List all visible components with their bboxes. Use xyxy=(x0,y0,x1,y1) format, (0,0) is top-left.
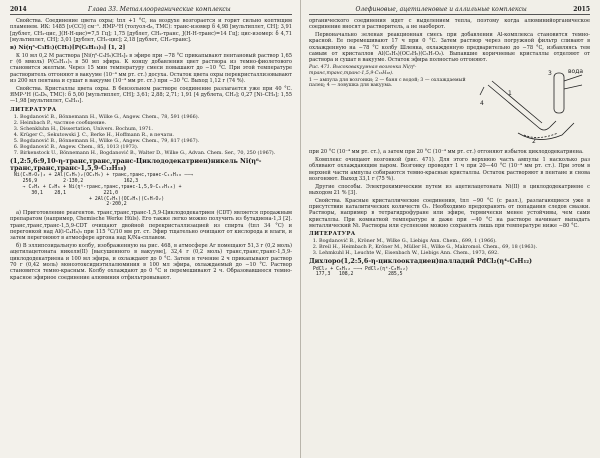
figure-label-water: вода xyxy=(568,68,584,76)
water-surface xyxy=(524,133,558,138)
right-procedure-paragraph: Первоначально зеленая реакционная смесь при добавлении Al-комплекса становится темно-красной. Ее перемешивают 17 ч при 0 °C. Затем раствор через погружной фильтр сливают в охлажденную на −78 °C колбу Шленка, охлажденную предварительно до −78 °C, избавляясь тем самым от кристаллов Al(C₂H₅)(OC₂H₅)(C₅H₇O₂). Выпавшие коричневые кристаллы отделяют от раствора и сушат в вакууме. Остаток эфира полностью отгоняют. xyxy=(309,31,590,64)
reference-item: 3. Lehmkuhl H., Leuchte W., Eisenbach W., Liebigs Ann. Chem., 1973, 692. xyxy=(319,250,590,256)
figure-caption-title: Рис. 471. Высоковакуумная возгонка Ni(η⁶-транс,транс,транс-1,5,9-C₁₂H₁₈). xyxy=(309,65,417,77)
reference-item: 7. Birkenstock U., Bönnemann H., Bogdanović B., Walter D., Wilke G., Advan. Chem. Ser., 70, 250 (1967). xyxy=(20,150,292,156)
left-properties-paragraph: Свойства. Соединение цвета охры; tпл +1 °C, на воздухе возгорается и горит сильно коптящим пламенем. ИК: 1485 [ν(CC)] см⁻¹. ЯМР-¹Н (толуол-d₈, ТМС): транс-изомер δ 4,98 [мультиплет, СН]; 3,91 [дублет, CH₂-цис, J(Н-Н-цис)=7,5 Гц]; 1,75 [дублет, СН₂-транс, J(Н-Н-транс)=14 Гц]; цис-изомер: δ 4,71 [мультиплет, СН]; 3,01 [дублет, СН₂-цис]; 2,18 [дублет, СН₂-транс]. xyxy=(10,18,292,43)
reference-item: 5. Bogdanović B., Bönnemann H., Wilke G., Angew. Chem., 79, 817 (1967). xyxy=(20,138,292,144)
left-reference-list xyxy=(10,114,292,156)
figure-label-4: 4 xyxy=(480,100,484,108)
left-reagents-paragraph: а) Приготовление реагентов. транс,транс,транс-1,5,9-Циклододекатриен (CDT) является продажным препаратом (например, Chemische Werke Hüls). Его также легко можно получить из бутадиена-1,3 [2]. транс,транс,транс-1,5,9-CDT очищают двойной перекристаллизацией из спирта (tпл 34 °C) и перегонкой над Al(i-C₄H₉)₃ при 115 °C/10 мм рт. ст. Эфир тщательно очищают от кислорода и влаги, и затем перегоняют в атмосфере аргона над K/Na-сплавом. xyxy=(10,210,292,242)
reference-item: 3. Schenkluhn H., Dissertation, Univers. Bochum, 1971. xyxy=(20,126,292,132)
figure-block xyxy=(309,65,590,147)
left-literature-heading: ЛИТЕРАТУРА xyxy=(10,106,57,113)
left-synthesis-paragraph: б) В эллипсоидальную колбу, изображенную на рис. 468, в атмосфере Ar помещают 51,3 г (0,2 моль) ацетилацетоната никеля(II) [высушенного в вакууме], 32,4 г (0,2 моль) транс,транс,транс-1,5,9-циклододекатриена и 100 мл эфира, и охлаждают до 0 °C. Затем в течение 2 ч прикапывают раствор 70 г (0,42 моль) моноэтоксидиэтилалюминия в 100 мл эфира, охлаждаемый до −10 °C. Раствор становится темно-красным. Колбу охлаждают до 0 °C и перемешивают 2 ч. Образовавшееся темно-красное эфирное соединение алюминия отфильтровывают. xyxy=(10,243,292,281)
left-page-number: 2014 xyxy=(10,6,27,13)
figure-label-3: 3 xyxy=(548,70,552,78)
reference-item: 1. Bogdanović B., Kröner M., Wilke G., Liebigs Ann. Chem., 699, 1 (1966). xyxy=(319,238,590,244)
reference-item: 2. Breil H., Heimbach P., Kröner M., Müller H., Wilke G., Makromol. Chem., 69, 18 (1963). xyxy=(319,244,590,250)
reference-item: 4. Krüger C., Sekutowski J. C., Berke H., Hoffmann R., в печати. xyxy=(20,132,292,138)
sublimation-apparatus-figure xyxy=(478,65,590,147)
vacuum-connector xyxy=(480,87,484,95)
right-reaction-equation: PdCl₂ + C₈H₁₂ ——→ PdCl₂(η⁴-C₈H₁₂) 177,3 108,2 285,5 xyxy=(313,266,409,278)
cold-finger-tubes xyxy=(564,75,582,89)
water-bath-outline xyxy=(518,123,574,140)
right-reference-list xyxy=(309,238,590,256)
right-running-title: Олефиновые, ацетиленовые и аллильные комплексы xyxy=(355,6,527,13)
right-page xyxy=(300,0,600,458)
left-running-header xyxy=(10,6,292,15)
left-compound-title: (1,2:5,6:9,10-η-транс,транс,транс-Циклододекатриен)никель Ni(η⁶-транс,транс,транс-1,5,9-C₁₂H₁₈) xyxy=(10,156,262,172)
left-running-title: Глава 33. Металлоорганические комплексы xyxy=(88,6,231,13)
left-procedure-paragraph: К 10 мл 0,2 М раствора [Ni(η³-C₃H₅)CH₃]₂ в эфире при −78 °C прикапывают пентановый раствор 1,65 г (6 ммоль) P(C₆H₁₁)₃ в 50 мл эфира. К концу добавления цвет раствора из темно-фиолетового становится желтым. Через 15 мин температуру смеси повышают до −10 °C. При этой температуре растворитель отгоняют в вакууме (10⁻⁴ мм рт. ст.) досуха. Остаток цвета охры перекристаллизовывают из 200 мл пентана и сушат в вакууме (10⁻⁴ мм рт. ст.) при −30 °C. Выход 1,12 г (74 %). xyxy=(10,52,292,84)
figure-label-2: 2 xyxy=(532,138,536,146)
right-distillation-paragraph: при 20 °C (10⁻⁴ мм рт. ст.), а затем при 20 °C (10⁻⁴ мм рт. ст.) отгоняют избыток циклододекатриена. xyxy=(309,149,584,156)
left-subsection-heading: в) Ni(η³-C₃H₅)(CH₃)[P(C₆H₁₁)₃] [1, 2] xyxy=(10,45,126,52)
left-properties-paragraph-2: Свойства. Кристаллы цвета охры. В бензольном растворе соединение разлагается уже при 40 °C. ЯМР-¹Н (C₆D₆, ТМС): δ 5,00 [мультиплет, СН]; 3,61; 2,88; 2,71; 1,91 [4 дублета, СН₂]; 0,27 [Ni–CH₃]; 1,55—1,98 [мультиплет, C₆H₁₁]. xyxy=(10,85,292,105)
figure-label-1: 1 xyxy=(508,90,512,98)
reference-item: 1. Bogdanović B., Bönnemann H., Wilke G., Angew. Chem., 78, 591 (1966). xyxy=(20,114,292,120)
ampoule-inner xyxy=(492,81,542,123)
right-continuation-paragraph: органического соединения идет с выделением тепла, поэтому когда алюминийорганическое соединение вносят в растворитель, а не наоборот. xyxy=(309,18,590,31)
right-properties-paragraph: Свойства. Красные кристаллические соединения, tпл −90 °C (с разл.), разлагающиеся уже в присутствии каталитических количеств O₂. Необходимо предохранять от попадания следов смазки. Растворы, например в тетрагидрофуране или эфире, термически менее устойчивы, чем сами кристаллы. При комнатной температуре и даже при −40 °C на растворе начинает выпадать металлический Ni. Растворы или суспензии можно сохранять лишь при температуре ниже −80 °C. xyxy=(309,197,590,229)
ampoule-outline xyxy=(488,85,556,130)
right-other-methods-paragraph: Другие способы. Электрохимическим путем из ацетилацетоната Ni(II) в циклододекатриене с выходом 21 % [3]. xyxy=(309,183,590,197)
reference-item: 2. Heimbach P., частное сообщение. xyxy=(20,120,292,126)
right-running-header xyxy=(309,6,590,15)
right-page-number: 2015 xyxy=(573,6,590,13)
right-literature-heading: ЛИТЕРАТУРА xyxy=(309,231,356,238)
right-sublimation-paragraph: Комплекс очищают возгонкой (рис. 471). Для этого верхнюю часть ампулы 1 насколько раз обливают охлаждающим паром. Возгонку проводят 1 ч при 20—40 °C (10⁻⁴ мм рт. ст.). При этом в верхней части ампулы собираются темно-красные кристаллы. Остаток растворяют в пентане и снова возгоняют. Выход 33,1 г (75 %). xyxy=(309,157,590,183)
left-reaction-equation: Ni(C₅H₇O₂)₂ + 2Al(C₂H₅)₂(OC₂H₅) + транс,транс,транс-C₁₂H₁₈ ——→ 256,9 2·130,2 162,3 → C₂H₄ + C₂H₆ + Ni(η⁶-транс,транс,транс-1,5,9-C₁₂H₁₈) + 30,1 28,1 221,0 + 2Al(C₂H₅)(OC₂H₅)(C₅H₇O₂) 2·200,2 xyxy=(14,173,194,208)
cold-finger xyxy=(554,73,564,113)
right-compound-title: Дихлоро(1,2:5,6-η-циклооктадиен)палладий PdCl₂(η⁴-C₈H₁₂) xyxy=(309,257,533,266)
figure-caption-legend: 1 — ампула для возгонки; 2 — баня с водой; 3 — охлаждаемый палец; 4 — ловушка для вакуума. xyxy=(309,77,466,89)
figure-caption xyxy=(309,65,474,147)
reference-item: 6. Bogdanović B., Angew. Chem., 85, 1013 (1973). xyxy=(20,144,292,150)
